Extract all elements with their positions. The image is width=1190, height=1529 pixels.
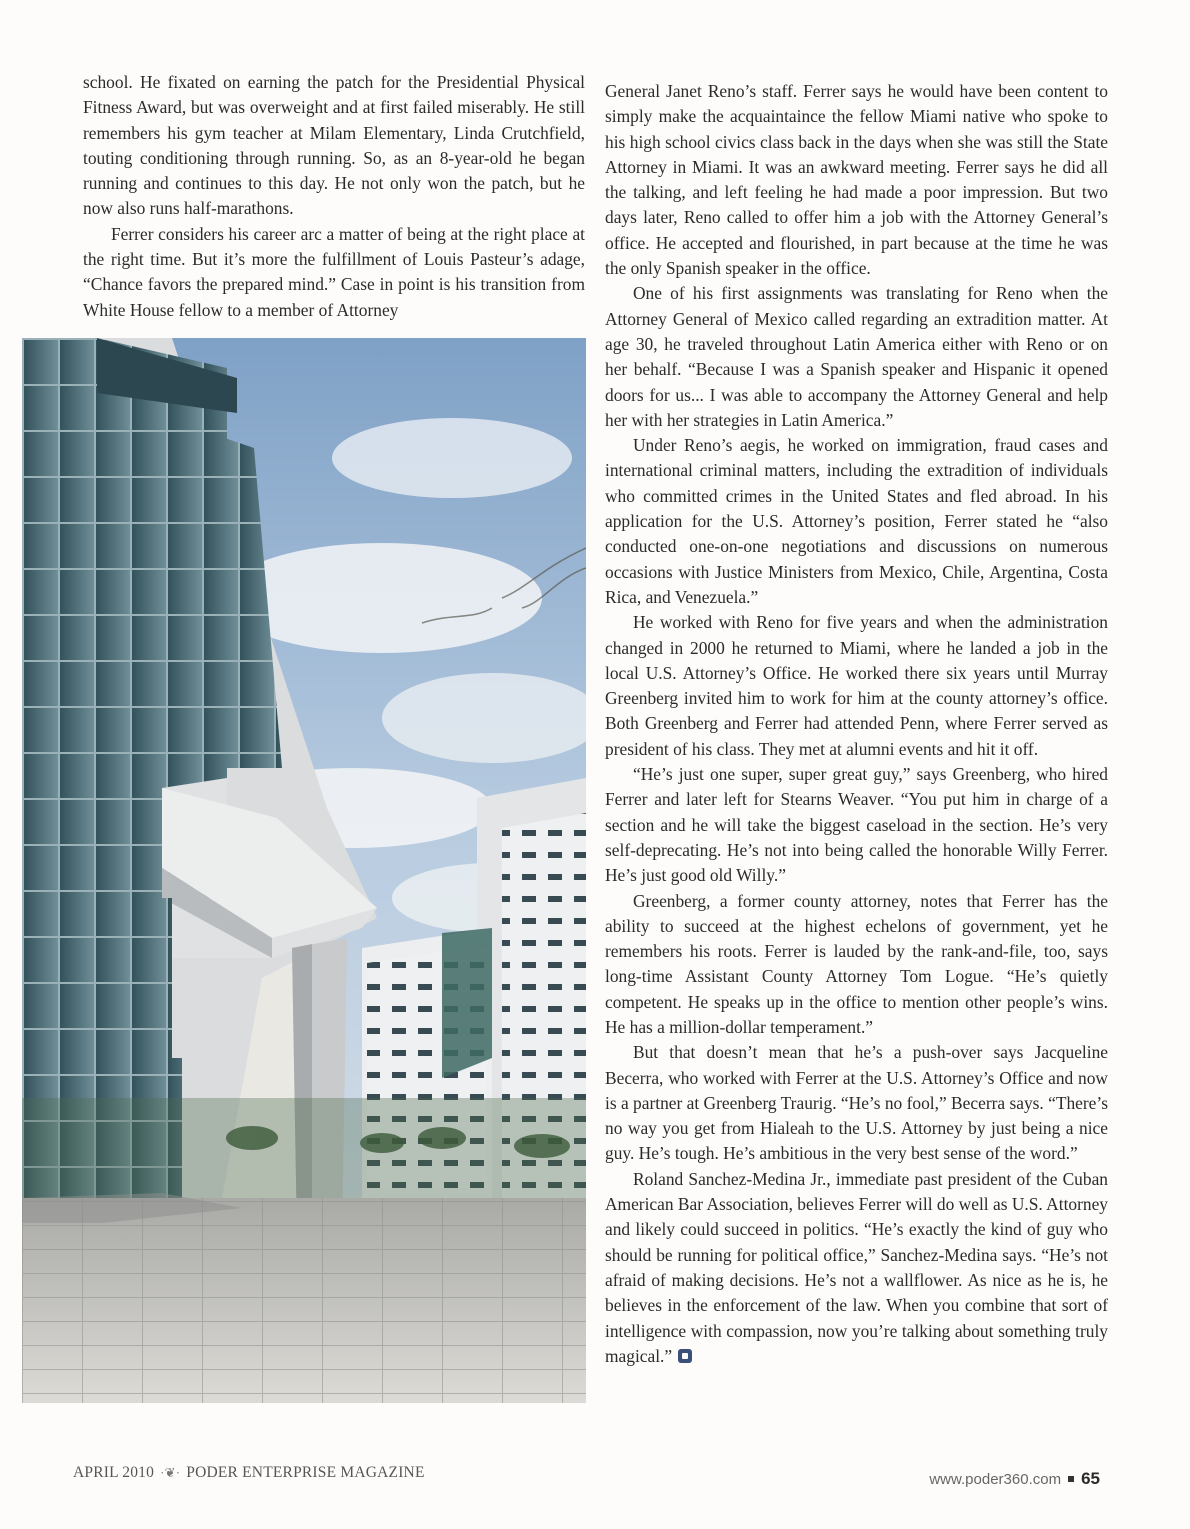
end-of-article-square-icon: [678, 1349, 692, 1363]
paragraph: But that doesn’t mean that he’s a push-over says Jacqueline Becerra, who worked with Ferrer at the U.S. Attorney’s Office and now is a partner at Greenberg Traurig. “He’s no fool,” Becerra says. “There’s no way you get from Hialeah to the U.S. Attorney by just being a nice guy. He’s tough. He’s ambitious in the very best sense of the word.”: [605, 1042, 1108, 1164]
fleuron-ornament-icon: ·❦·: [160, 1465, 181, 1480]
paragraph-text: Roland Sanchez-Medina Jr., immediate past president of the Cuban American Bar Association, believes Ferrer will do well as U.S. Attorney and likely could succeed in politics. “He’s exactly the kind of guy who should be running for political office,” Sanchez-Medina says. “He’s not afraid of making decisions. He’s not a wallflower. As nice as he is, he believes in the enforcement of the law. When you combine that sort of intelligence with compassion, now you’re talking about something truly magical.”: [605, 1168, 1108, 1366]
footer-date: APRIL 2010: [73, 1464, 155, 1481]
paragraph: “He’s just one super, super great guy,” says Greenberg, who hired Ferrer and later left for Stearns Weaver. “You put him in charge of a section and he will take the biggest caseload in the section. He’s very self-deprecating. He’s not into being called the honorable Willy Ferrer. He’s just good old Willy.”: [605, 764, 1108, 886]
paragraph: General Janet Reno’s staff. Ferrer says he would have been content to simply make the acquaintaince the fellow Miami native who spoke to his high school civics class back in the days when she was still the State Attorney in Miami. It was an awkward meeting. Ferrer says he did all the talking, and left feeling he had made a poor impression. But two days later, Reno called to offer him a job with the Attorney General’s office. He accepted and flourished, in part because at the time he was the only Spanish speaker in the office.: [605, 81, 1108, 279]
paragraph: He worked with Reno for five years and when the administration changed in 2000 he returned to Miami, where he landed a job in the local U.S. Attorney’s Office. He worked there six years until Murray Greenberg invited him to work for him at the county attorney’s office. Both Greenberg and Ferrer had attended Penn, where Ferrer served as president of his class. They met at alumni events and hit it off.: [605, 612, 1108, 759]
paragraph: One of his first assignments was translating for Reno when the Attorney General of Mexico called regarding an extradition matter. At age 30, he traveled throughout Latin America either with Reno or on her behalf. “Because I was a Spanish speaker and Hispanic it opened doors for us... I was able to accompany the Attorney General and help her with her strategies in Latin America.”: [605, 283, 1108, 430]
paragraph: school. He fixated on earning the patch for the Presidential Physical Fitness Award, but was overweight and at first failed miserably. He still remembers his gym teacher at Milam Elementary, Linda Crutchfield, touting conditioning through running. So, as an 8-year-old he began running and continues to this day. He not only won the patch, but he now also runs half-marathons.: [83, 72, 585, 219]
page-number: 65: [1081, 1469, 1100, 1488]
footer-magazine-name: PODER ENTERPRISE MAGAZINE: [186, 1464, 425, 1481]
left-text-column: [83, 70, 585, 323]
paragraph: Ferrer considers his career arc a matter of being at the right place at the right time. But it’s more the fulfillment of Louis Pasteur’s adage, “Chance favors the prepared mind.” Case in point is his transition from White House fellow to a member of Attorney: [83, 223, 585, 320]
paragraph: Under Reno’s aegis, he worked on immigration, fraud cases and international criminal matters, including the extradition of individuals who committed crimes in the United States and fled abroad. In his application for the U.S. Attorney’s position, Ferrer stated he “also conducted one-on-one negotiations and discussions on numerous occasions with Justice Ministers from Mexico, Chile, Argentina, Costa Rica, and Venezuela.”: [605, 435, 1108, 607]
footer-publication: [73, 1464, 425, 1482]
right-text-column: [605, 79, 1108, 1369]
bullet-separator-icon: [1068, 1476, 1074, 1482]
paragraph: Greenberg, a former county attorney, notes that Ferrer has the ability to succeed at the highest echelons of government, yet he remembers his roots. Ferrer is lauded by the rank-and-file, too, says long-time Assistant County Attorney Tom Logue. “He’s quietly competent. He speaks up in the office to mention other people’s wins. He has a million-dollar temperament.”: [605, 890, 1108, 1037]
footer-url[interactable]: www.poder360.com: [929, 1471, 1062, 1488]
building-photo: [22, 338, 586, 1403]
last-paragraph: [605, 1167, 1108, 1369]
footer-page-info: [929, 1469, 1100, 1489]
